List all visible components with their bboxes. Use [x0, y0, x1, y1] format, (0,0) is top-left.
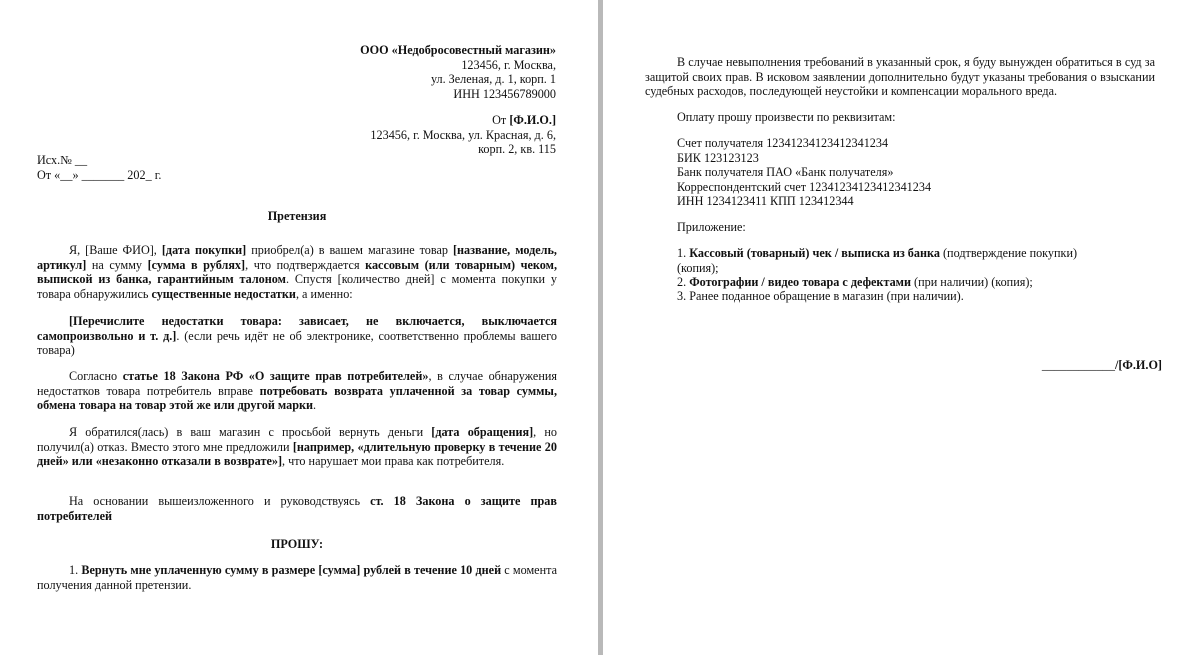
attachment-item: 2. Фотографии / видео товара с дефектами (при наличии) (копия); [677, 275, 1033, 289]
paragraph-defects: [Перечислите недостатки товара: зависает, не включается, выключается самопроизвольно и т. д.]. (если речь идёт не об электронике, соответственно проблемы вашего товара) [37, 314, 557, 357]
company-inn: ИНН 123456789000 [453, 86, 556, 101]
sender-address-line: корп. 2, кв. 115 [478, 142, 556, 156]
signature-name: /[Ф.И.О] [1114, 358, 1162, 372]
attachment-item: 1. Кассовый (товарный) чек / выписка из банка (подтверждение покупки) (копия); [677, 246, 1078, 275]
attachment-item: 3. Ранее поданное обращение в магазин (при наличии). [677, 289, 964, 303]
signature-line: ____________ [1041, 358, 1115, 372]
requisite-account: Счет получателя 12341234123412341234 [677, 136, 889, 150]
paragraph-court: В случае невыполнения требований в указанный срок, я буду вынужден обратиться в суд за защитой своих прав. В исковом заявлении дополнительно будут указаны требования о взыскании судебных расходов, последующей неустойки и компенсации морального вреда. [645, 55, 1155, 98]
document-page-right [603, 0, 1200, 655]
sender-name: От [Ф.И.О.] [492, 113, 556, 127]
company-name: ООО «Недобросовестный магазин» [360, 43, 556, 57]
demand-title: ПРОШУ: [270, 537, 324, 551]
requisite-corr-account: Корреспондентский счет 12341234123412341234 [677, 179, 932, 194]
outgoing-number: Исх.№ __ [37, 153, 88, 167]
requisite-bik: БИК 123123123 [677, 150, 759, 165]
document-title: Претензия [267, 209, 327, 223]
document-page-left [0, 0, 598, 655]
signature [1042, 358, 1162, 373]
requisite-inn-kpp: ИНН 1234123411 КПП 123412344 [677, 194, 854, 208]
outgoing-block [37, 153, 161, 182]
company-address-line: ул. Зеленая, д. 1, корп. 1 [430, 72, 556, 86]
paragraph-purchase: Я, [Ваше ФИО], [дата покупки] приобрел(а) в вашем магазине товар [название, модель, артикул] на сумму [сумма в рублях], что подтверждается кассовым (или товарным) чеком, выпиской из банка, гарантийным талоном. Спустя [количество дней] с момента покупки у товара обнаружились существенные недостатки, а именно: [37, 243, 557, 301]
company-address-line: 123456, г. Москва, [461, 57, 556, 72]
attachment-title: Приложение: [677, 220, 746, 234]
sender-address-line: 123456, г. Москва, ул. Красная, д. 6, [370, 127, 556, 142]
addressee-block [226, 43, 556, 157]
paragraph-basis: На основании вышеизложенного и руководствуясь ст. 18 Закона о защите прав потребителей [37, 494, 557, 523]
outgoing-date: От «__» _______ 202_ г. [37, 167, 162, 182]
demand-item: 1. Вернуть мне уплаченную сумму в размере [сумма] рублей в течение 10 дней с момента получения данной претензии. [37, 563, 557, 592]
paragraph-refusal: Я обратился(лась) в ваш магазин с просьбой вернуть деньги [дата обращения], но получил(а) отказ. Вместо этого мне предложили [например, «длительную проверку в течение 20 дней» или «незаконно отказали в возврате»], что нарушает мои права как потребителя. [37, 425, 558, 468]
payment-intro: Оплату прошу произвести по реквизитам: [677, 110, 896, 124]
requisite-bank: Банк получателя ПАО «Банк получателя» [677, 165, 894, 179]
requisites-block [677, 136, 931, 209]
paragraph-law: Согласно статье 18 Закона РФ «О защите прав потребителей», в случае обнаружения недостатков товара потребитель вправе потребовать возврата уплаченной за товар суммы, обмена товара на товар этой же или другой марки. [37, 369, 557, 412]
